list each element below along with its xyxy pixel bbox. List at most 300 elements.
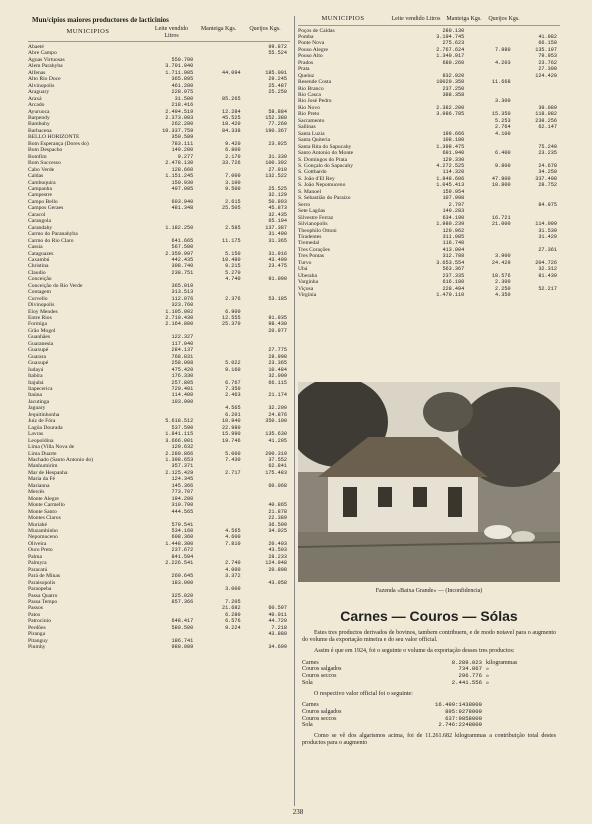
leite-value: 311.085 xyxy=(442,234,465,240)
product-unit: » xyxy=(486,680,489,686)
leite-value: 481.348 xyxy=(171,205,194,212)
leite-value: 312.788 xyxy=(442,253,465,260)
queijos-value: 91.090 xyxy=(268,276,287,283)
leite-value: 3.986.785 xyxy=(436,111,465,118)
leite-value: 103.900 xyxy=(171,398,194,405)
leite-value: 116.740 xyxy=(442,240,465,247)
municipio-name: Ubá xyxy=(298,266,308,273)
municipio-name: BELLO HORIZONTE xyxy=(28,134,80,141)
manteiga-value: 10.800 xyxy=(491,182,511,189)
leite-value: 120.962 xyxy=(442,227,465,234)
queijos-value: 32.435 xyxy=(268,211,287,218)
municipio-name: S. Gonçalo do Sapucahy xyxy=(298,163,353,170)
leite-value: 9.277 xyxy=(177,153,194,160)
product-unit xyxy=(482,702,542,709)
leite-value: 262.280 xyxy=(171,121,194,128)
municipio-name: Carmo do Paranahyba xyxy=(28,231,78,238)
manteiga-value: 6.767 xyxy=(225,379,241,386)
paragraph-1: Estes tres productos derivados de bovinos, tambem contribuem, e de modo notavel para o augmento do volume da exportação mineira e do seu valor official. xyxy=(302,630,556,644)
queijos-value: 40.011 xyxy=(268,611,287,618)
municipio-name: Turvo xyxy=(298,259,312,266)
leite-value: 534.160 xyxy=(171,527,194,534)
leite-value: 980.089 xyxy=(171,644,194,651)
manteiga-value: 25.370 xyxy=(221,321,241,328)
leite-value: 237.335 xyxy=(442,272,465,279)
manteiga-value: 11.175 xyxy=(221,237,241,244)
queijos-value: 32.200 xyxy=(268,405,287,412)
queijos-value: 52.217 xyxy=(538,285,557,292)
manteiga-value: 7.430 xyxy=(225,457,241,463)
queijos-value: 31.365 xyxy=(268,237,287,244)
municipio-name: Abaeté xyxy=(28,44,44,50)
leite-value: 2.125.429 xyxy=(165,469,194,476)
leite-value: 461.200 xyxy=(171,82,194,89)
municipio-name: Oliveira xyxy=(28,540,47,547)
municipio-name: Alvinopolis xyxy=(28,82,55,89)
manteiga-value: 6.800 xyxy=(225,147,241,154)
product-value: 2.441.556 xyxy=(451,679,482,686)
product-name: Carnes xyxy=(302,659,319,666)
leite-value: 357.371 xyxy=(171,463,194,470)
leite-value: 365.895 xyxy=(171,76,194,83)
queijos-value: 43.958 xyxy=(268,579,287,586)
leite-value: 122.327 xyxy=(171,334,194,341)
product-value: 637:9858000 xyxy=(445,714,482,722)
leite-value: 194.200 xyxy=(171,495,194,502)
manteiga-value: 10.940 xyxy=(221,418,241,425)
queijos-value: 21.174 xyxy=(268,392,287,399)
queijos-value: 37.552 xyxy=(268,457,287,463)
queijos-value: 44.720 xyxy=(268,618,287,625)
municipio-name: Nepomuceno xyxy=(28,534,58,541)
leite-value: 563.367 xyxy=(442,266,465,273)
manteiga-value: 4.100 xyxy=(495,130,511,137)
municipio-name: Marianna xyxy=(28,482,50,489)
leite-value: 350.589 xyxy=(171,134,194,141)
queijos-value: 40.865 xyxy=(268,502,287,509)
queijos-value: 58.884 xyxy=(268,108,287,115)
manteiga-value: 4.203 xyxy=(495,59,511,66)
municipio-name: Lima (Villa Nova de xyxy=(28,444,75,451)
queijos-value: 175.483 xyxy=(265,469,287,476)
manteiga-value: 5.000 xyxy=(225,450,241,457)
left-table xyxy=(28,44,290,651)
manteiga-value: 2.740 xyxy=(225,560,241,567)
manteiga-value: 6.201 xyxy=(225,411,241,418)
municipio-name: S. Sebastião do Paraizo xyxy=(298,195,351,202)
leite-value: 580.500 xyxy=(171,624,194,631)
queijos-value: 32.009 xyxy=(268,373,287,380)
municipio-name: Theophilo Ottoni xyxy=(298,227,337,234)
municipio-name: Carmo do Rio Claro xyxy=(28,237,74,244)
manteiga-value: 4.740 xyxy=(225,276,241,283)
queijos-value: 23.475 xyxy=(268,263,287,270)
queijos-value: 53.185 xyxy=(268,295,287,302)
municipio-name: Monte Santo xyxy=(28,508,57,515)
manteiga-value: 21.000 xyxy=(491,221,511,228)
queijos-value: 20.403 xyxy=(268,540,287,547)
municipio-name: Sacramento xyxy=(298,117,325,124)
municipio-name: Ponte Nova xyxy=(298,40,325,47)
municipio-name: Ouro Preto xyxy=(28,547,53,554)
manteiga-value: 5.022 xyxy=(225,360,241,367)
queijos-value: 66.150 xyxy=(538,40,557,47)
queijos-value: 28.752 xyxy=(538,182,557,189)
right-table-header xyxy=(298,16,560,26)
queijos-value: 98.430 xyxy=(268,321,287,328)
product-value: 16.499:1438000 xyxy=(435,701,482,708)
municipio-name: Patrocinio xyxy=(28,618,51,625)
municipio-name: Maria da Fé xyxy=(28,476,56,483)
manteiga-value: 2.717 xyxy=(225,469,241,476)
product-value: 8.289.023 xyxy=(451,658,482,666)
queijos-value: 21.878 xyxy=(268,508,287,515)
leite-value: 616.180 xyxy=(442,279,465,286)
leite-value: 768.831 xyxy=(171,353,194,360)
municipio-name: Manhumirim xyxy=(28,463,58,470)
queijos-value: 32.312 xyxy=(538,266,557,273)
municipio-name: Virginia xyxy=(298,292,317,299)
municipio-name: Tremedal xyxy=(298,240,320,247)
leite-value: 128.660 xyxy=(171,166,194,173)
leite-value: 237.672 xyxy=(171,547,194,554)
municipio-name: Mercês xyxy=(28,489,45,496)
municipio-name: Machado (Santo Antonio do) xyxy=(28,457,94,463)
manteiga-value: 7.350 xyxy=(225,386,241,393)
manteiga-value: 4.000 xyxy=(225,566,241,573)
municipio-name: Guanhães xyxy=(28,334,51,341)
manteiga-value: 9.800 xyxy=(495,163,511,170)
leite-value: 1.448.300 xyxy=(165,540,194,547)
leite-value: 269.645 xyxy=(171,573,194,580)
municipio-name: Tres Pontas xyxy=(298,253,325,260)
leite-value: 720.401 xyxy=(171,386,194,393)
leite-value: 117.040 xyxy=(171,340,194,347)
carnes-section xyxy=(298,608,560,752)
municipio-name: Itapecerica xyxy=(28,386,53,393)
queijos-value: 66.115 xyxy=(268,379,287,386)
leite-value: 149.200 xyxy=(171,147,194,154)
municipio-name: Bom Despacho xyxy=(28,147,63,154)
leite-value: 5.618.512 xyxy=(165,418,194,425)
municipio-name: Rio Preto xyxy=(298,111,320,118)
municipio-name: Monte Alegre xyxy=(28,495,59,502)
municipio-name: Santa Rita do Sapucahy xyxy=(298,143,352,150)
manteiga-value: 25.505 xyxy=(221,205,241,212)
municipio-name: Jaguary xyxy=(28,405,46,412)
queijos-value: 34.699 xyxy=(268,644,287,651)
product-name: Couros seccos xyxy=(302,673,337,680)
product-unit xyxy=(482,716,542,723)
queijos-value: 36.599 xyxy=(268,521,287,528)
queijos-value: 24.678 xyxy=(538,163,557,170)
leite-value: 2.767.624 xyxy=(436,46,465,53)
leite-value: 1.398.475 xyxy=(436,143,465,150)
queijos-value: 114.099 xyxy=(535,221,557,228)
municipio-name: Paracatú xyxy=(28,566,48,573)
leite-value: 31.500 xyxy=(174,95,194,102)
leite-value: 444.565 xyxy=(171,508,194,515)
municipio-name: Leopoldina xyxy=(28,437,54,444)
product-value: 895:9278000 xyxy=(445,707,482,715)
leite-value: 641.665 xyxy=(171,237,194,244)
manteiga-value: 3.100 xyxy=(225,179,241,186)
product-value: 296.776 xyxy=(458,672,482,680)
queijos-value: 45.873 xyxy=(268,205,287,212)
municipio-name: Iudayá xyxy=(28,366,44,373)
municipio-name: S. João Nepomuceno xyxy=(298,182,346,189)
municipio-name: Contagem xyxy=(28,289,51,296)
municipio-name: Campanha xyxy=(28,185,52,192)
leite-value: 3.701.940 xyxy=(165,63,194,70)
queijos-value: 337.498 xyxy=(535,175,557,182)
leite-value: 238.751 xyxy=(171,269,194,276)
column-divider xyxy=(294,16,295,806)
queijos-value: 32.129 xyxy=(268,192,287,199)
municipio-name: Carandahy xyxy=(28,224,53,231)
municipio-name: Muriahé xyxy=(28,521,47,528)
leite-value: 857.366 xyxy=(171,598,194,605)
leite-value: 579.541 xyxy=(171,521,194,528)
queijos-value: 34.025 xyxy=(268,527,287,534)
manteiga-value: 4.565 xyxy=(225,405,241,412)
leite-value: 388.358 xyxy=(442,92,465,99)
manteiga-value: 6.576 xyxy=(225,618,241,625)
leite-value: 275.623 xyxy=(442,40,465,47)
manteiga-value: 5.253 xyxy=(495,117,511,124)
leite-value: 1.848.606 xyxy=(436,175,465,182)
municipio-name: Conceição do Rio Verde xyxy=(28,282,83,289)
municipio-name: Bomfim xyxy=(28,153,47,160)
paragraph-4: Como se vê dos algarismos acima, foi de 11.261.682 kilogrammas a contribuição total destes productos para o augmento xyxy=(302,733,556,747)
municipio-name: Rio Casca xyxy=(298,92,321,99)
left-table-title: Mun/cipios maiores productores de lacticinios xyxy=(32,16,169,24)
manteiga-value: 3.300 xyxy=(495,98,511,105)
queijos-value: 99.872 xyxy=(268,44,287,50)
leite-value: 2.494.519 xyxy=(165,108,194,115)
manteiga-value: 2.764 xyxy=(495,124,511,131)
municipio-name: Barbacena xyxy=(28,127,52,134)
municipio-name: Cataguazes xyxy=(28,250,54,257)
header-municipios: MUNICIPIOS xyxy=(66,28,110,36)
leite-value: 648.417 xyxy=(171,618,194,625)
manteiga-value: 45.525 xyxy=(221,114,241,121)
municipio-name: Lavras xyxy=(28,431,44,438)
municipio-name: Pouso Alegre xyxy=(298,46,328,53)
leite-value: 603.940 xyxy=(171,198,194,205)
queijos-value: 31.420 xyxy=(538,234,557,240)
municipio-name: Entre Rios xyxy=(28,315,52,322)
manteiga-value: 15.350 xyxy=(491,111,511,118)
municipio-name: S. Manoel xyxy=(298,188,321,195)
municipio-name: Alto Rio Doce xyxy=(28,76,61,83)
manteiga-value: 10.480 xyxy=(221,256,241,263)
municipio-name: Poços de Caldas xyxy=(298,27,335,34)
municipio-name: Patos xyxy=(28,611,41,618)
queijos-value: 23.235 xyxy=(538,150,557,157)
municipio-name: Alem Parahyba xyxy=(28,63,63,70)
manteiga-value: 84.338 xyxy=(221,127,241,134)
municipio-name: Viçosa xyxy=(298,285,314,292)
product-value: 734.867 xyxy=(458,665,482,673)
leite-value: 228.975 xyxy=(171,89,194,96)
leite-value: 10020.350 xyxy=(436,79,465,86)
municipio-name: Eloy Mendes xyxy=(28,308,58,315)
leite-value: 2.164.800 xyxy=(165,321,194,328)
queijos-value: 25.487 xyxy=(268,82,287,89)
queijos-value: 84.975 xyxy=(538,201,557,208)
leite-value: 4.272.525 xyxy=(436,163,465,170)
leite-value: 114.320 xyxy=(442,169,465,176)
queijos-value: 43.880 xyxy=(268,631,287,638)
municipio-name: Itabira xyxy=(28,373,43,380)
municipio-name: Araguary xyxy=(28,89,50,96)
product-unit xyxy=(482,709,542,716)
municipio-name: Guarara xyxy=(28,353,47,360)
manteiga-value: 33.726 xyxy=(221,160,241,167)
municipio-name: Tres Corações xyxy=(298,246,330,253)
municipio-name: Piumhy xyxy=(28,644,46,651)
leite-value: 3.194.745 xyxy=(436,33,465,40)
queijos-value: 10.484 xyxy=(268,366,287,373)
municipio-name: Palma xyxy=(28,553,42,560)
municipio-name: Arcado xyxy=(28,102,45,109)
queijos-value: 22.389 xyxy=(268,515,287,522)
manteiga-value: 7.810 xyxy=(225,540,241,547)
leite-value: 832.920 xyxy=(442,72,465,79)
municipio-name: S. João d'El Rey xyxy=(298,175,335,182)
municipio-name: Itajubá xyxy=(28,379,44,386)
queijos-value: 135.630 xyxy=(265,431,287,438)
page xyxy=(28,15,568,816)
manteiga-value: 9.215 xyxy=(225,263,241,270)
municipio-name: S. Domingos do Prata xyxy=(298,156,348,163)
manteiga-value: 2.300 xyxy=(495,279,511,286)
queijos-value: 132.522 xyxy=(265,173,287,180)
leite-value: 3.653.554 xyxy=(436,259,465,266)
municipio-name: Conceição xyxy=(28,276,52,283)
queijos-value: 31.539 xyxy=(538,227,557,234)
manteiga-value: 2.376 xyxy=(225,295,241,302)
header-manteiga: Manteiga Kgs. xyxy=(200,26,237,32)
manteiga-value: 16.721 xyxy=(491,214,511,221)
queijos-value: 24.876 xyxy=(268,411,287,418)
municipio-name: Claudio xyxy=(28,269,46,276)
municipio-name: Alfenas xyxy=(28,69,46,76)
product-unit: » xyxy=(486,666,489,673)
municipio-name: Passa Tempo xyxy=(28,598,58,605)
municipio-name: Rio Branco xyxy=(298,85,324,92)
leite-value: 1.470.110 xyxy=(436,292,465,299)
queijos-value: 20.977 xyxy=(268,327,287,334)
leite-value: 1.151.245 xyxy=(165,173,194,180)
municipio-name: Silvestre Ferraz xyxy=(298,214,334,221)
queijos-value: 25.525 xyxy=(268,185,287,192)
manteiga-value: 5.270 xyxy=(225,269,241,276)
header-manteiga: Manteiga Kgs. xyxy=(446,16,482,22)
section-title: Carnes — Couros — Sólas xyxy=(340,608,518,624)
municipio-name: Campestre xyxy=(28,192,52,199)
manteiga-value: 4.350 xyxy=(495,292,511,299)
manteiga-value: 24.429 xyxy=(491,259,511,266)
municipio-name: Lima Duarte xyxy=(28,450,57,457)
manteiga-value: 2.463 xyxy=(225,392,241,399)
municipio-name: Lagôa Dourada xyxy=(28,424,63,431)
product-unit xyxy=(482,722,542,729)
municipio-name: Aguas Virtuosas xyxy=(28,56,65,63)
queijos-value: 28.233 xyxy=(268,553,287,560)
leite-value: 258.008 xyxy=(171,360,194,367)
manteiga-value: 6.900 xyxy=(225,308,241,315)
leite-value: 3.666.001 xyxy=(165,437,194,444)
leite-value: 773.707 xyxy=(171,489,194,496)
leite-value: 1.398.653 xyxy=(165,457,194,463)
manteiga-value: 6.280 xyxy=(225,611,241,618)
left-column xyxy=(28,16,290,651)
queijos-value: 50.893 xyxy=(268,198,287,205)
queijos-value: 28.998 xyxy=(268,353,287,360)
municipio-name: Campo Bello xyxy=(28,198,58,205)
leite-value: 129.632 xyxy=(171,444,194,451)
header-queijos: Queijos Kgs. xyxy=(488,16,520,22)
manteiga-value: 12.555 xyxy=(221,315,241,322)
leite-value: 284.137 xyxy=(171,347,194,354)
leite-value: 475.420 xyxy=(171,366,194,373)
leite-value: 112.076 xyxy=(171,295,194,302)
queijos-value xyxy=(514,292,560,298)
municipio-name: Bambuhy xyxy=(28,121,50,128)
leite-value: 237.250 xyxy=(442,85,465,92)
manteiga-value: 18.576 xyxy=(491,272,511,279)
queijos-value: 27.775 xyxy=(268,347,287,354)
queijos-value: 27.361 xyxy=(538,246,557,253)
product-value: 2.746:2248000 xyxy=(438,721,482,729)
queijos-value: 41.982 xyxy=(538,33,557,40)
leite-value: 257.805 xyxy=(171,379,194,386)
leite-value: 2.710.430 xyxy=(165,315,194,322)
queijos-value: 27.300 xyxy=(538,66,557,73)
leite-value: 2.382.200 xyxy=(436,104,465,111)
municipio-name: Bom Esperança (Dores do) xyxy=(28,140,89,147)
queijos-value: 20.898 xyxy=(268,566,287,573)
municipio-name: Formiga xyxy=(28,321,47,328)
left-table-header xyxy=(28,26,290,42)
municipio-name: Campos Geraes xyxy=(28,205,64,212)
queijos-value: 31.400 xyxy=(268,231,287,238)
paragraph-2: Assim é que em 1924, foi o seguinte o volume da exportação desses tres productos: xyxy=(314,648,515,655)
leite-value: 1.340.917 xyxy=(436,53,465,60)
municipio-name: Pouso Alto xyxy=(298,53,323,60)
manteiga-value: 3.372 xyxy=(225,573,241,580)
product-unit: kilogrammas xyxy=(486,659,518,666)
municipio-name: Queluz xyxy=(298,72,315,79)
municipio-name: Christina xyxy=(28,263,49,270)
queijos-value: 77.260 xyxy=(268,121,287,128)
manteiga-value: 21.682 xyxy=(221,605,241,612)
page-number: 238 xyxy=(292,808,304,816)
municipio-name: Varginha xyxy=(298,279,319,286)
manteiga-value: 9.224 xyxy=(225,624,241,631)
volume-list xyxy=(302,660,556,687)
municipio-name: Serro xyxy=(298,201,311,208)
queijos-value: 62.147 xyxy=(538,124,557,131)
leite-value: 145.366 xyxy=(171,482,194,489)
leite-value: 325.020 xyxy=(171,592,194,599)
manteiga-value: 3.900 xyxy=(495,253,511,260)
leite-value: 280.130 xyxy=(442,27,465,34)
leite-value: 124.345 xyxy=(171,476,194,483)
manteiga-value: 7.980 xyxy=(495,46,511,53)
